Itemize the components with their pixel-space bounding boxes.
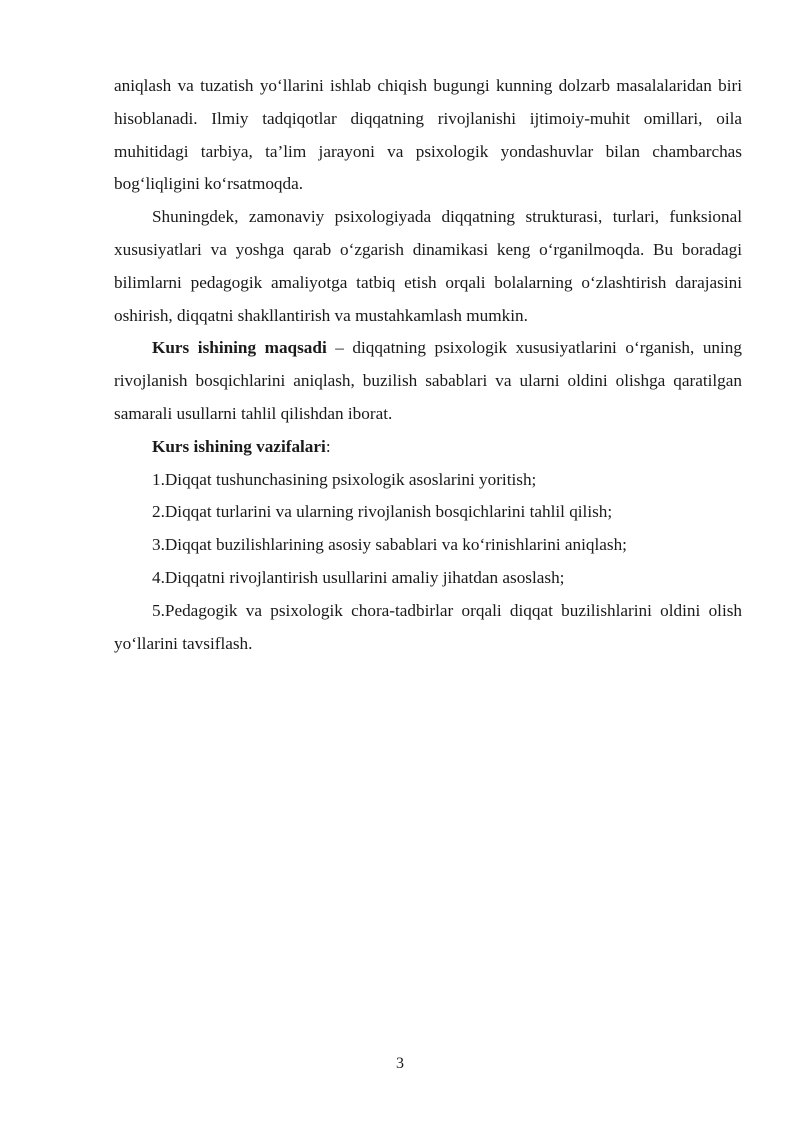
page-content — [114, 70, 742, 660]
task-item: 2.Diqqat turlarini va ularning rivojlanish bosqichlarini tahlil qilish; — [152, 502, 613, 522]
task-item: 5.Pedagogik va psixologik chora-tadbirlar orqali diqqat buzilishlarini oldini olish yo‘llarini tavsiflash. — [114, 600, 742, 653]
paragraph-intro-continuation: aniqlash va tuzatish yo‘llarini ishlab chiqish bugungi kunning dolzarb masalalaridan biri hisoblanadi. Ilmiy tadqiqotlar diqqatning rivojlanishi ijtimoiy-muhit omillari, oila muhitidagi tarbiya, ta’lim jarayoni va psixologik yondashuvlar bilan chambarchas bog‘liqligini ko‘rsatmoqda. — [114, 76, 742, 194]
task-item: 3.Diqqat buzilishlarining asosiy sabablari va ko‘rinishlarini aniqlash; — [152, 535, 627, 555]
course-tasks-label: Kurs ishining vazifalari — [152, 436, 326, 456]
task-item: 1.Diqqat tushunchasining psixologik asoslarini yoritish; — [152, 469, 537, 489]
paragraph-course-tasks-heading — [114, 431, 742, 464]
page-number: 3 — [396, 1055, 404, 1072]
task-item: 4.Diqqatni rivojlantirish usullarini amaliy jihatdan asoslash; — [152, 567, 565, 587]
course-tasks-colon: : — [325, 436, 331, 456]
paragraph-modern-psychology: Shuningdek, zamonaviy psixologiyada diqqatning strukturasi, turlari, funksional xususiyatlari va yoshga qarab o‘zgarish dinamikasi keng o‘rganilmoqda. Bu boradagi bilimlarni pedagogik amaliyotga tatbiq etish orqali bolalarning o‘zlashtirish darajasini oshirish, diqqatni shakllantirish va mustahkamlash mumkin. — [114, 207, 742, 325]
paragraph-course-goal — [114, 332, 742, 430]
course-goal-label: Kurs ishining maqsadi — [152, 338, 327, 358]
course-goal-text: – diqqatning psixologik xususiyatlarini o‘rganish, uning rivojlanish bosqichlarini aniqlash, buzilish sabablari va ularni oldini olishga qaratilgan samarali usullarni tahlil qilishdan iborat. — [114, 338, 742, 423]
